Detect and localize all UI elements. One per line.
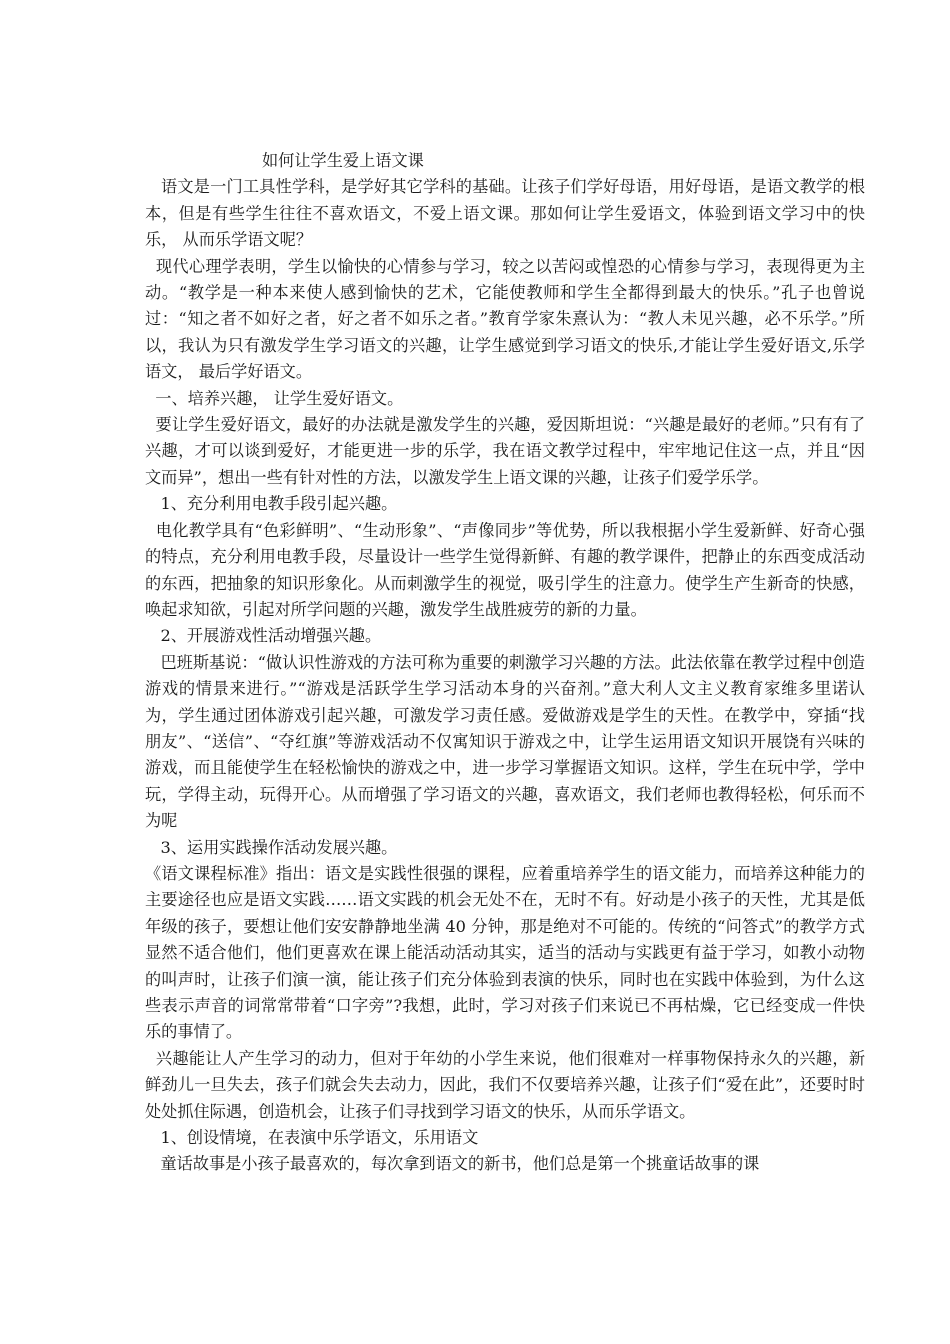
subheading-1: 1、充分利用电教手段引起兴趣。 [145,494,398,514]
paragraph-intro: 语文是一门工具性学科，是学好其它学科的基础。让孩子们学好母语，用好母语，是语文教学的根本，但是有些学生往往不喜欢语文，不爱上语文课。那如何让学生爱语文，体验到语文学习中的快乐， 从而乐学语文呢？ [145,177,866,250]
paragraph-games: 巴班斯基说：“做认识性游戏的方法可称为重要的刺激学习兴趣的方法。此法依靠在教学过程中创造游戏的情景来进行。”“游戏是活跃学生学习活动本身的兴奋剂。”意大利人文主义教育家维多里诺认为，学生通过团体游戏引起兴趣，可激发学习责任感。爱做游戏是学生的天性。在教学中，穿插“找朋友”、“送信”、“夺红旗”等游戏活动不仅寓知识于游戏之中，让学生运用语文知识开展饶有兴味的游戏，而且能使学生在轻松愉快的游戏之中，进一步学习掌握语文知识。这样，学生在玩中学，学中玩，学得主动，玩得开心。从而增强了学习语文的兴趣，喜欢语文，我们老师也教得轻松，何乐而不为呢 [145,652,865,831]
subheading-4: 1、创设情境，在表演中乐学语文，乐用语文 [145,1128,479,1148]
document-title: 如何让学生爱上语文课 [262,151,424,170]
document-body [145,148,865,1178]
paragraph-multimedia: 电化教学具有“色彩鲜明”、“生动形象”、“声像同步”等优势，所以我根据小学生爱新鲜、好奇心强的特点，充分利用电教手段，尽量设计一些学生觉得新鲜、有趣的教学课件，把静止的东西变成活动的东西，把抽象的知识形象化。从而刺激学生的视觉，吸引学生的注意力。使学生产生新奇的快感，唤起求知欲，引起对所学问题的兴趣，激发学生战胜疲劳的新的力量。 [145,520,865,619]
paragraph-interest: 要让学生爱好语文，最好的办法就是激发学生的兴趣，爱因斯坦说：“兴趣是最好的老师。”只有有了兴趣，才可以谈到爱好，才能更进一步的乐学，我在语文教学过程中，牢牢地记住这一点，并且“因文而异”，想出一些有针对性的方法，以激发学生上语文课的兴趣，让孩子们爱学乐学。 [145,415,866,487]
subheading-2: 2、开展游戏性活动增强兴趣。 [145,626,382,646]
subheading-3: 3、运用实践操作活动发展兴趣。 [145,837,398,857]
paragraph-practice: 《语文课程标准》指出：语文是实践性很强的课程，应着重培养学生的语文能力，而培养这种能力的主要途径也应是语文实践……语文实践的机会无处不在，无时不有。好动是小孩子的天性，尤其是低年级的孩子，要想让他们安安静静地坐满 40 分钟，那是绝对不可能的。传统的“问答式”的教学方式显然不适合他们，他们更喜欢在课上能活动活动其实，适当的活动与实践更有益于学习，如教小动物的叫声时，让孩子们演一演，能让孩子们充分体验到表演的快乐，同时也在实践中体验到，为什么这些表示声音的词常常带着“口字旁”?我想，此时，学习对孩子们来说已不再枯燥，它已经变成一件快乐的事情了。 [145,863,865,1042]
paragraph-psychology: 现代心理学表明，学生以愉快的心情参与学习，较之以苦闷或惶恐的心情参与学习，表现得更为主动。“教学是一种本来使人感到愉快的艺术，它能使教师和学生全都得到最大的快乐。”孔子也曾说过：“知之者不如好之者，好之者不如乐之者。”教育学家朱熹认为：“教人未见兴趣，必不乐学。”所以，我认为只有激发学生学习语文的兴趣，让学生感觉到学习语文的快乐,才能让学生爱好语文,乐学语文， 最后学好语文。 [145,256,866,382]
paragraph-motivation: 兴趣能让人产生学习的动力，但对于年幼的小学生来说，他们很难对一样事物保持永久的兴趣，新鲜劲儿一旦失去，孩子们就会失去动力，因此，我们不仅要培养兴趣，让孩子们“爱在此”，还要时时处处抓住际遇，创造机会，让孩子们寻找到学习语文的快乐，从而乐学语文。 [145,1048,866,1121]
paragraph-fairy-tales: 童话故事是小孩子最喜欢的，每次拿到语文的新书，他们总是第一个挑童话故事的课 [145,1154,760,1174]
section-heading-1: 一、培养兴趣， 让学生爱好语文。 [145,388,404,408]
